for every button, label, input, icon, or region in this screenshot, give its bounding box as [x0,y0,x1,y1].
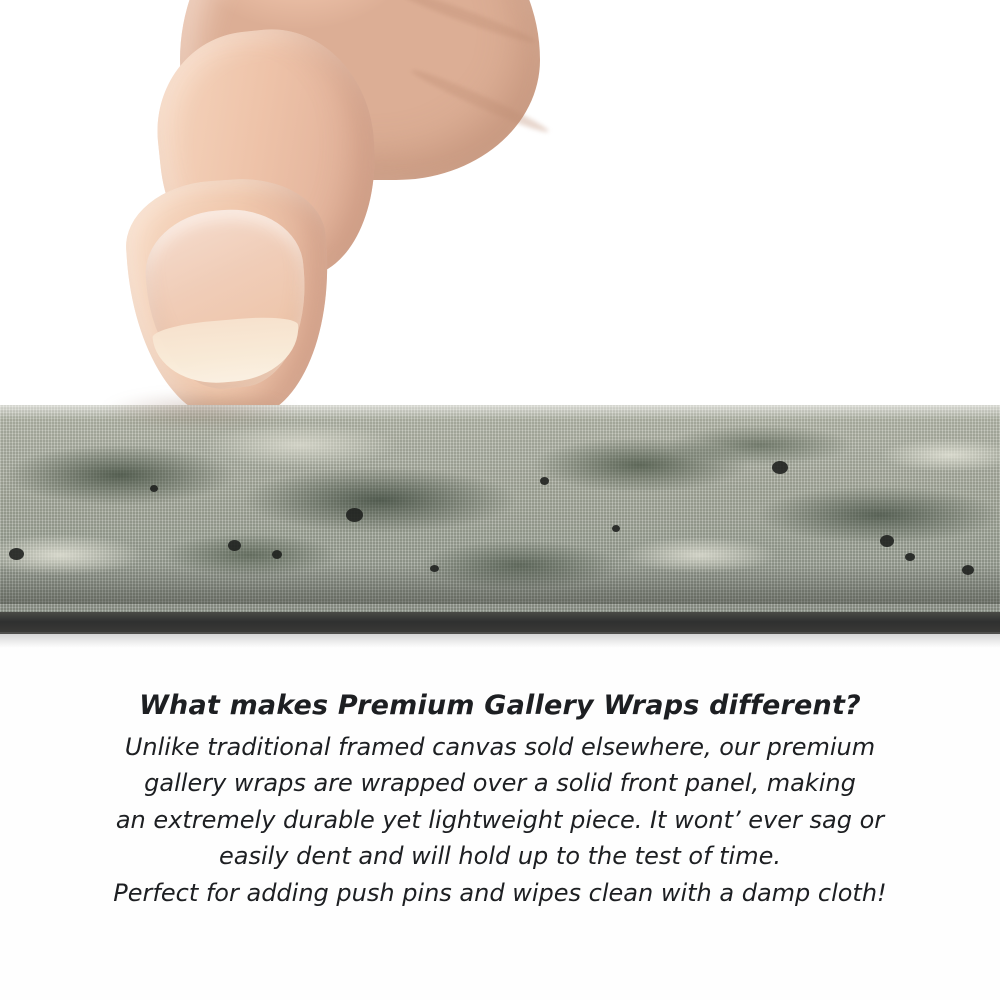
caption-line: an extremely durable yet lightweight piece. It wont’ ever sag or [115,805,885,834]
canvas-drop-shadow [0,632,1000,648]
strip-bottom-shading [0,564,1000,604]
surface-speck [962,565,974,575]
surface-speck [612,525,620,532]
surface-speck [346,508,363,522]
surface-speck [905,553,915,561]
surface-speck [150,485,158,492]
surface-speck [880,535,894,547]
caption-line: Perfect for adding push pins and wipes clean with a damp cloth! [113,878,887,907]
hand-illustration [120,0,550,420]
canvas-edge-band [0,612,1000,634]
caption-block [0,690,1000,911]
caption-line: gallery wraps are wrapped over a solid front panel, making [144,769,856,798]
canvas-wrap-edge-strip [0,405,1000,620]
surface-speck [272,550,282,559]
caption-heading: What makes Premium Gallery Wraps different? [139,690,861,721]
caption-line: easily dent and will hold up to the test of time. [218,842,781,871]
knuckle-crease-icon [409,65,551,137]
caption-line: Unlike traditional framed canvas sold elsewhere, our premium [124,733,876,761]
surface-speck [228,540,241,551]
finger-contact-shadow [100,390,300,430]
surface-speck [540,477,549,485]
knuckle-crease-icon [392,0,537,47]
surface-speck [772,461,788,474]
surface-speck [430,565,439,572]
surface-speck [9,548,24,560]
